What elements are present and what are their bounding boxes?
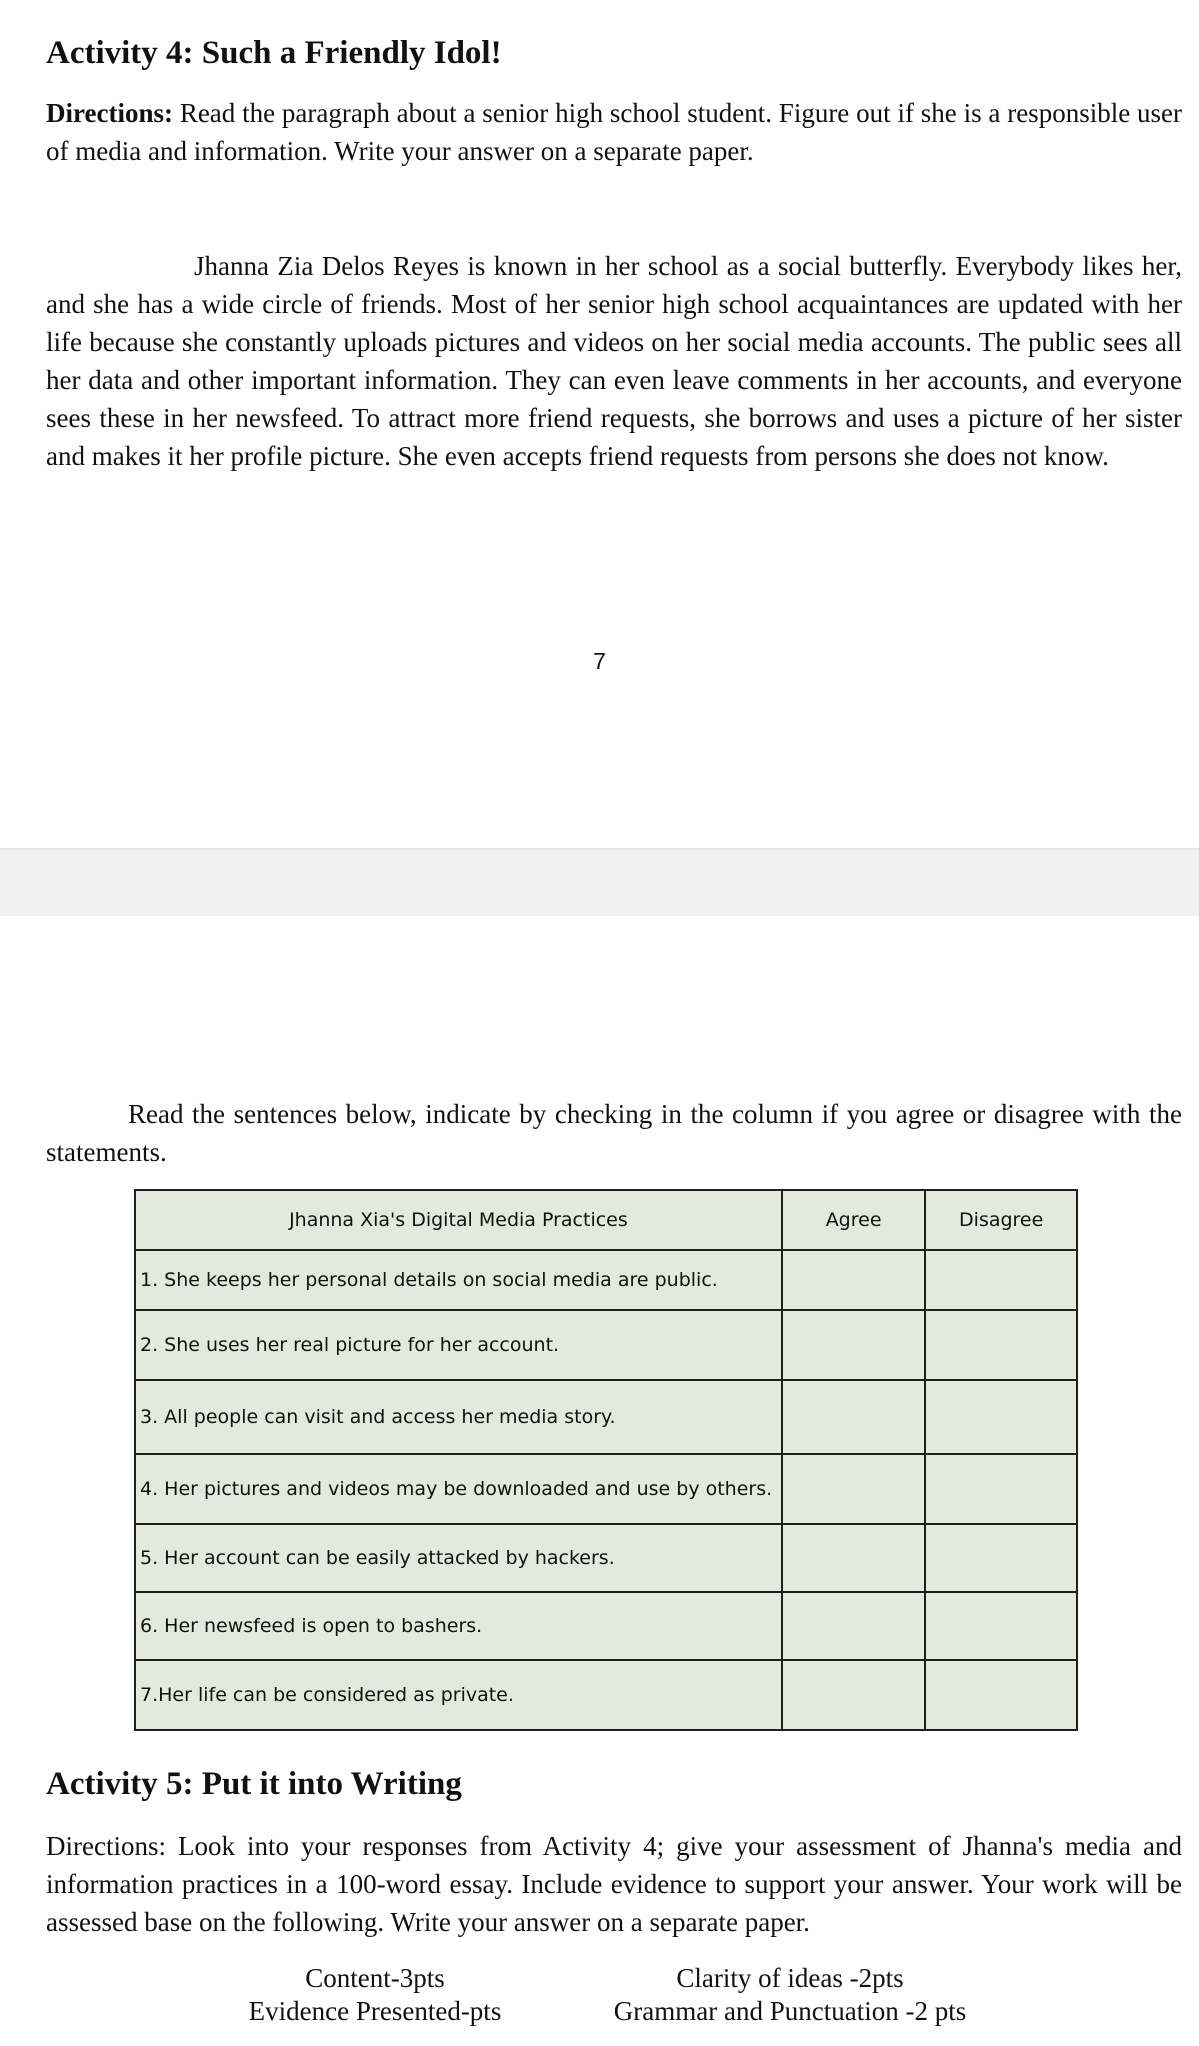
agree-checkbox-cell[interactable] (782, 1250, 926, 1310)
table-row (135, 1454, 1077, 1524)
story-paragraph: Jhanna Zia Delos Reyes is known in her school as a social butterfly. Everybody likes her, and she has a wide circle of friends. Most of her senior high school acquaintances are updated with her life because she constantly uploads pictures and videos on her social media accounts. The public sees all her data and other important information. They can even leave comments in her accounts, and everyone sees these in her newsfeed. To attract more friend requests, she borrows and uses a picture of her sister and makes it her profile picture. She even accepts friend requests from persons she does not know. (46, 251, 1182, 471)
practices-table (134, 1189, 1078, 1731)
disagree-checkbox-cell[interactable] (925, 1310, 1077, 1380)
table-row (135, 1660, 1077, 1730)
page-separator (0, 848, 1199, 917)
agree-checkbox-cell[interactable] (782, 1592, 926, 1660)
table-header-row (135, 1190, 1077, 1250)
header-disagree: Disagree (925, 1190, 1077, 1250)
activity4-title: Activity 4: Such a Friendly Idol! (46, 35, 502, 71)
criterion-grammar: Grammar and Punctuation -2 pts (613, 1996, 967, 2026)
statement-cell: 1. She keeps her personal details on social media are public. (135, 1250, 782, 1310)
criterion-content: Content-3pts (305, 1963, 445, 1993)
activity5-directions: Directions: Look into your responses from Activity 4; give your assessment of Jhanna's media and information practices in a 100-word essay. Include evidence to support your answer. Your work will be assessed base on the following. Write your answer on a separate paper. (46, 1831, 1182, 1937)
directions-label: Directions: (46, 98, 173, 128)
agree-checkbox-cell[interactable] (782, 1524, 926, 1592)
agree-checkbox-cell[interactable] (782, 1454, 926, 1524)
disagree-checkbox-cell[interactable] (925, 1660, 1077, 1730)
disagree-checkbox-cell[interactable] (925, 1454, 1077, 1524)
page-number: 7 (593, 648, 606, 674)
table-row (135, 1250, 1077, 1310)
table-row (135, 1380, 1077, 1454)
directions-text: Read the paragraph about a senior high school student. Figure out if she is a responsible user of media and information. Write your answer on a separate paper. (46, 98, 1182, 166)
table-row (135, 1592, 1077, 1660)
activity5-title: Activity 5: Put it into Writing (46, 1766, 462, 1802)
statement-cell: 2. She uses her real picture for her account. (135, 1310, 782, 1380)
statement-cell: 3. All people can visit and access her media story. (135, 1380, 782, 1454)
criterion-evidence: Evidence Presented-pts (248, 1996, 502, 2026)
header-practices: Jhanna Xia's Digital Media Practices (135, 1190, 782, 1250)
disagree-checkbox-cell[interactable] (925, 1592, 1077, 1660)
table-row (135, 1524, 1077, 1592)
agree-checkbox-cell[interactable] (782, 1380, 926, 1454)
disagree-checkbox-cell[interactable] (925, 1524, 1077, 1592)
agree-checkbox-cell[interactable] (782, 1310, 926, 1380)
criterion-clarity: Clarity of ideas -2pts (676, 1963, 904, 1993)
disagree-checkbox-cell[interactable] (925, 1380, 1077, 1454)
header-agree: Agree (782, 1190, 926, 1250)
statement-cell: 5. Her account can be easily attacked by hackers. (135, 1524, 782, 1592)
disagree-checkbox-cell[interactable] (925, 1250, 1077, 1310)
agree-checkbox-cell[interactable] (782, 1660, 926, 1730)
table-instruction: Read the sentences below, indicate by checking in the column if you agree or disagree with the statements. (46, 1099, 1182, 1167)
statement-cell: 4. Her pictures and videos may be downloaded and use by others. (135, 1454, 782, 1524)
activity4-directions (46, 94, 1182, 170)
statement-cell: 6. Her newsfeed is open to bashers. (135, 1592, 782, 1660)
statement-cell: 7.Her life can be considered as private. (135, 1660, 782, 1730)
table-row (135, 1310, 1077, 1380)
